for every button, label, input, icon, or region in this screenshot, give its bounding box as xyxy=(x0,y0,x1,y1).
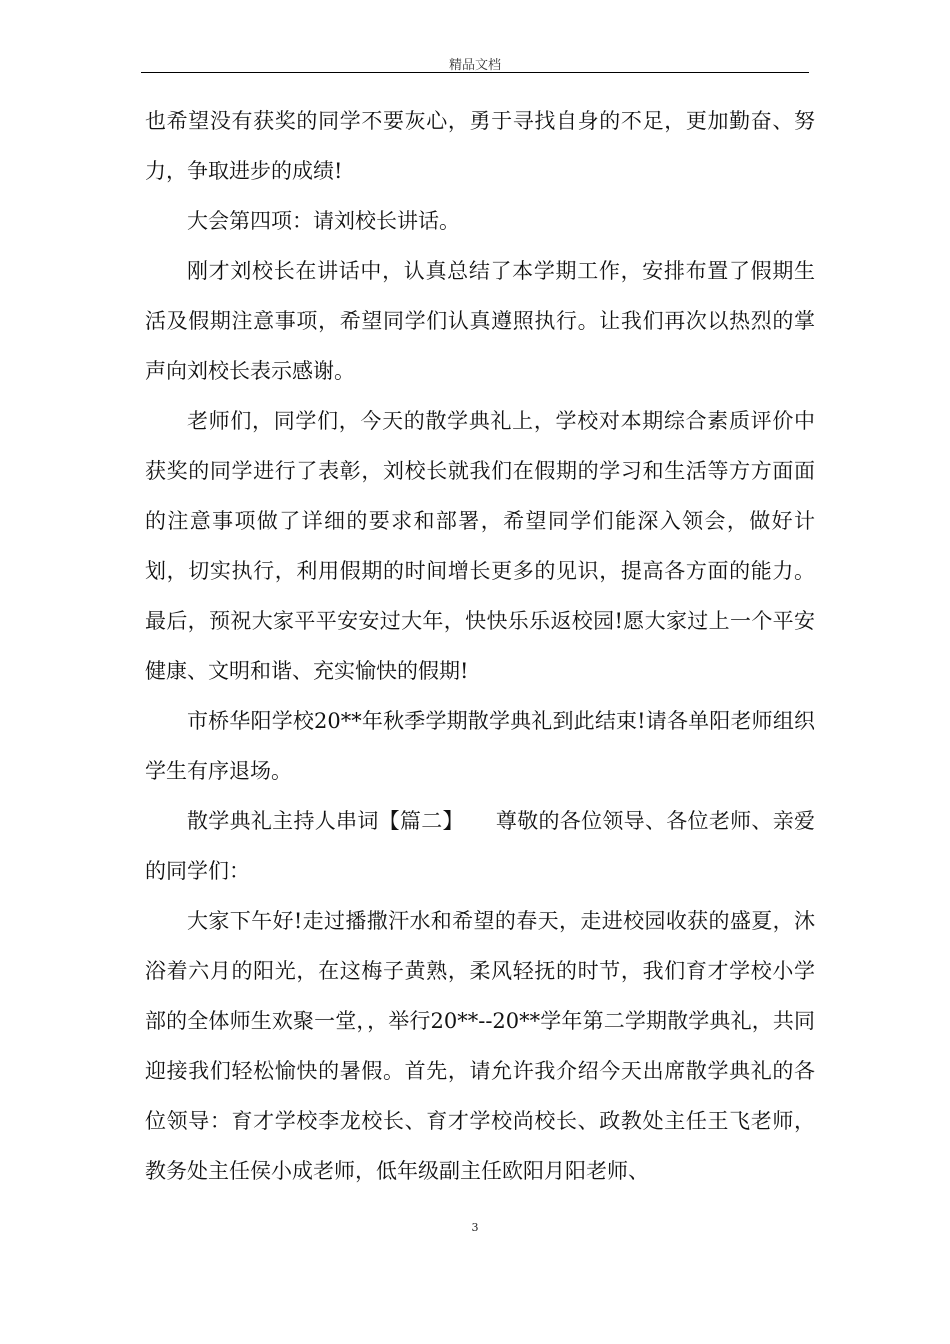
header-divider xyxy=(141,72,809,73)
paragraph-ceremony-end: 市桥华阳学校20**年秋季学期散学典礼到此结束!请各单阳老师组织学生有序退场。 xyxy=(145,709,815,783)
paragraph-continuation: 也希望没有获奖的同学不要灰心，勇于寻找自身的不足，更加勤奋、努力，争取进步的成绩! xyxy=(145,109,815,183)
paragraph-section-two-opening: 大家下午好!走过播撒汗水和希望的春天，走进校园收获的盛夏，沐浴着六月的阳光，在这梅子黄熟，柔风轻抚的时节，我们育才学校小学部的全体师生欢聚一堂，，举行20**--20**学年第二学期散学典礼，共同迎接我们轻松愉快的暑假。首先，请允许我介绍今天出席散学典礼的各位领导：育才学校李龙校长、育才学校尚校长、政教处主任王飞老师，教务处主任侯小成老师，低年级副主任欧阳月阳老师、 xyxy=(145,909,815,1183)
paragraph-agenda-item-four: 大会第四项：请刘校长讲话。 xyxy=(187,209,460,233)
paragraph-section-two-heading: 散学典礼主持人串词【篇二】 尊敬的各位领导、各位老师、亲爱的同学们： xyxy=(145,809,815,883)
paragraph-principal-speech: 刚才刘校长在讲话中，认真总结了本学期工作，安排布置了假期生活及假期注意事项，希望同学们认真遵照执行。让我们再次以热烈的掌声向刘校长表示感谢。 xyxy=(145,259,815,383)
paragraph-closing-remarks: 老师们，同学们，今天的散学典礼上，学校对本期综合素质评价中获奖的同学进行了表彰，刘校长就我们在假期的学习和生活等方方面面的注意事项做了详细的要求和部署，希望同学们能深入领会，做好计划，切实执行，利用假期的时间增长更多的见识，提高各方面的能力。最后，预祝大家平平安安过大年，快快乐乐返校园!愿大家过上一个平安健康、文明和谐、充实愉快的假期! xyxy=(145,409,815,683)
page-header-title: 精品文档 xyxy=(448,58,501,73)
document-body xyxy=(145,96,815,1196)
page-number: 3 xyxy=(471,1221,479,1234)
